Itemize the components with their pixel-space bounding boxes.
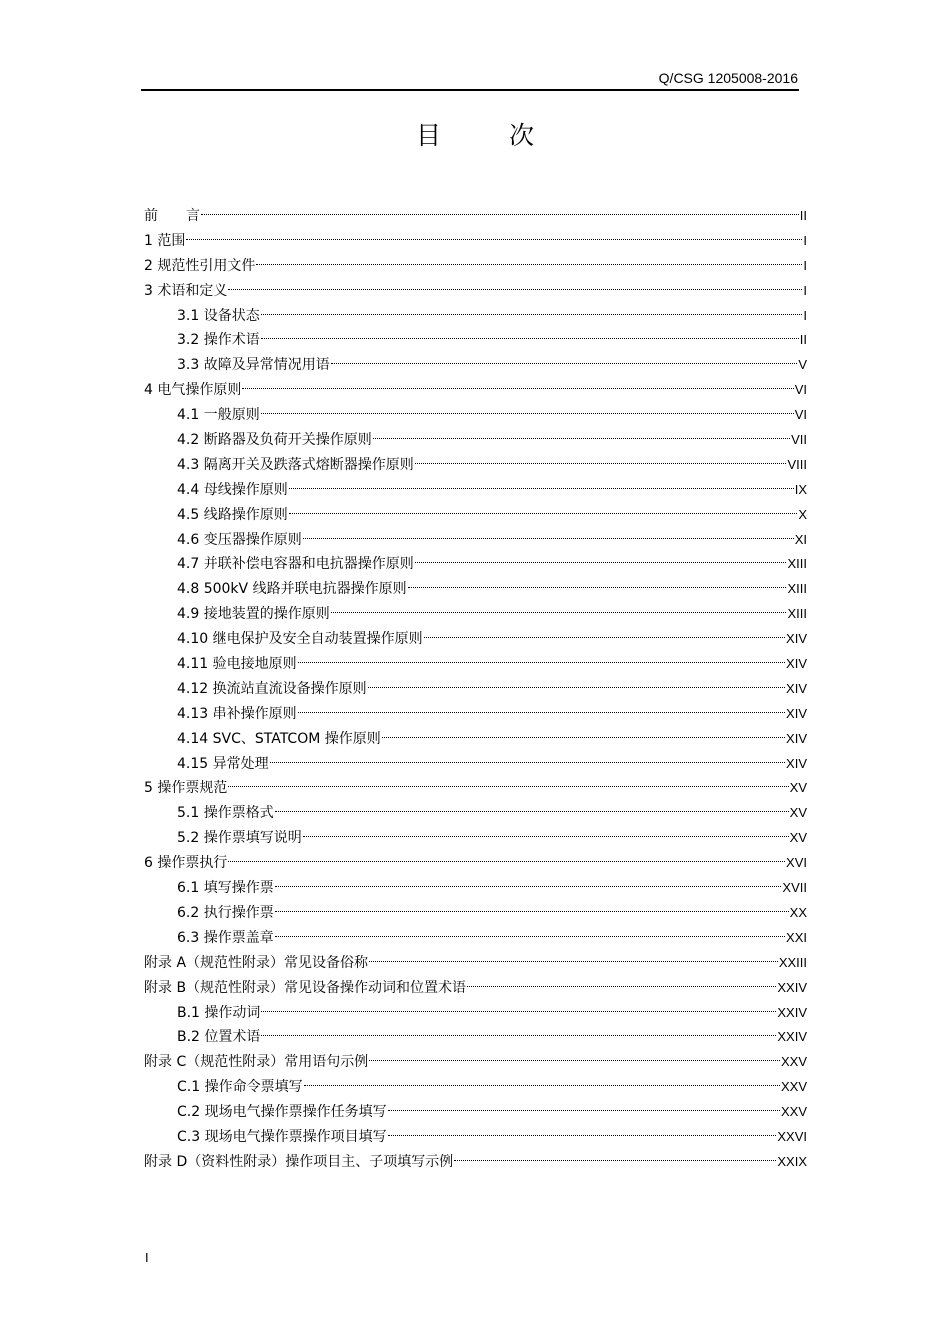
toc-dot-leader [408, 587, 787, 588]
toc-entry-label: 4.7 并联补偿电容器和电抗器操作原则 [177, 556, 414, 573]
toc-entry-label: 4.2 断路器及负荷开关操作原则 [177, 432, 372, 449]
toc-dot-leader [228, 289, 802, 290]
document-code: Q/CSG 1205008-2016 [658, 70, 798, 86]
toc-entry-page: XIV [786, 656, 807, 672]
toc-entry-page: XXIX [777, 1153, 807, 1169]
toc-dot-leader [261, 314, 803, 315]
toc-entry-page: VII [791, 432, 807, 448]
toc-entry[interactable] [144, 976, 807, 1001]
toc-entry-page: VI [794, 407, 807, 423]
toc-entry[interactable] [144, 901, 807, 926]
toc-dot-leader [415, 562, 787, 563]
toc-dot-leader [289, 513, 798, 514]
toc-dot-leader [275, 886, 782, 887]
toc-entry-page: V [798, 357, 807, 373]
toc-entry-label: 附录 B（规范性附录）常见设备操作动词和位置术语 [144, 979, 467, 996]
toc-entry-label: 3.3 故障及异常情况用语 [177, 357, 330, 374]
toc-dot-leader [388, 1110, 780, 1111]
toc-entry[interactable] [144, 752, 807, 777]
toc-entry-page: XV [789, 830, 807, 846]
toc-entry-page: VI [794, 382, 807, 398]
toc-entry[interactable] [144, 304, 807, 329]
toc-entry-page: XXV [780, 1079, 807, 1095]
toc-entry-label: 附录 D（资料性附录）操作项目主、子项填写示例 [144, 1153, 454, 1170]
toc-entry-page: IX [794, 481, 807, 497]
toc-entry-label: 5.1 操作票格式 [177, 805, 274, 822]
toc-entry-page: XV [789, 805, 807, 821]
toc-entry[interactable] [144, 328, 807, 353]
toc-entry[interactable] [144, 677, 807, 702]
toc-entry[interactable] [144, 602, 807, 627]
toc-dot-leader [369, 1060, 780, 1061]
toc-entry[interactable] [144, 951, 807, 976]
toc-entry-label: 附录 A（规范性附录）常见设备俗称 [144, 954, 369, 971]
toc-entry-label: 3 术语和定义 [144, 282, 228, 299]
toc-entry-page: XVII [782, 880, 807, 896]
toc-entry-page: XXI [786, 929, 807, 945]
toc-entry-page: XVI [786, 855, 807, 871]
toc-entry[interactable] [144, 478, 807, 503]
toc-entry-page: II [799, 208, 807, 223]
toc-entry[interactable] [144, 378, 807, 403]
toc-entry-page: VIII [787, 456, 807, 472]
toc-entry[interactable] [144, 652, 807, 677]
toc-entry-page: XXIV [777, 1004, 807, 1020]
toc-entry-page: XIII [787, 556, 807, 572]
toc-entry-page: XIV [786, 705, 807, 721]
toc-entry-page: I [803, 257, 807, 273]
toc-entry-page: XXIV [777, 1029, 807, 1045]
toc-entry-page: XXVI [777, 1128, 807, 1144]
toc-entry-label: C.3 现场电气操作票操作项目填写 [177, 1128, 387, 1145]
toc-entry[interactable] [144, 453, 807, 478]
toc-entry[interactable] [144, 428, 807, 453]
toc-entry-label: 3.2 操作术语 [177, 332, 260, 349]
toc-entry-label: 4.13 串补操作原则 [177, 705, 297, 722]
toc-dot-leader [304, 1085, 780, 1086]
toc-dot-leader [382, 737, 785, 738]
toc-entry-label: C.1 操作命令票填写 [177, 1079, 303, 1096]
toc-entry-label: 4.4 母线操作原则 [177, 481, 288, 498]
toc-entry-label: 4.11 验电接地原则 [177, 656, 297, 673]
toc-entry[interactable] [144, 801, 807, 826]
toc-entry-label: 4.9 接地装置的操作原则 [177, 606, 330, 623]
toc-entry-page: XIV [786, 755, 807, 771]
toc-entry-label: 附录 C（规范性附录）常用语句示例 [144, 1054, 369, 1071]
toc-entry-page: XXIII [778, 954, 807, 970]
toc-entry[interactable] [144, 702, 807, 727]
toc-dot-leader [270, 762, 785, 763]
toc-entry-label: 4.1 一般原则 [177, 407, 260, 424]
toc-entry-label: 6.1 填写操作票 [177, 880, 274, 897]
toc-entry[interactable] [144, 1150, 807, 1175]
toc-dot-leader [242, 388, 793, 389]
footer-page-number: I [145, 1250, 149, 1265]
toc-dot-leader [415, 463, 787, 464]
toc-dot-leader [228, 786, 788, 787]
toc-dot-leader [331, 363, 798, 364]
toc-entry[interactable] [144, 851, 807, 876]
toc-entry[interactable] [144, 727, 807, 752]
toc-entry-page: XXV [780, 1104, 807, 1120]
toc-entry-label: 6 操作票执行 [144, 855, 228, 872]
toc-entry[interactable] [144, 229, 807, 254]
toc-entry-label: B.2 位置术语 [177, 1029, 261, 1046]
toc-entry-label: C.2 现场电气操作票操作任务填写 [177, 1104, 387, 1121]
toc-entry-page: XIII [787, 581, 807, 597]
toc-dot-leader [331, 612, 787, 613]
toc-entry-label: B.1 操作动词 [177, 1004, 261, 1021]
toc-dot-leader [201, 214, 799, 215]
toc-dot-leader [368, 687, 785, 688]
toc-dot-leader [467, 986, 776, 987]
toc-entry[interactable] [144, 577, 807, 602]
toc-entry[interactable] [144, 403, 807, 428]
toc-entry-label: 4.12 换流站直流设备操作原则 [177, 680, 367, 697]
toc-entry[interactable] [144, 353, 807, 378]
toc-entry-page: I [803, 232, 807, 248]
toc-entry-page: XIII [787, 606, 807, 622]
toc-entry-page: XX [789, 904, 807, 920]
toc-dot-leader [261, 1011, 776, 1012]
toc-entry-label: 前 言 [144, 208, 200, 224]
toc-entry[interactable] [144, 528, 807, 553]
toc-entry-label: 4.14 SVC、STATCOM 操作原则 [177, 730, 381, 747]
toc-dot-leader [424, 637, 785, 638]
toc-entry-label: 5.2 操作票填写说明 [177, 830, 302, 847]
toc-entry-page: XIV [786, 631, 807, 647]
page-title [0, 116, 950, 152]
toc-entry[interactable] [144, 1001, 807, 1026]
toc-entry[interactable] [144, 627, 807, 652]
toc-entry-label: 2 规范性引用文件 [144, 257, 256, 274]
toc-entry[interactable] [144, 776, 807, 801]
toc-entry-label: 4.6 变压器操作原则 [177, 531, 302, 548]
toc-entry-page: II [799, 332, 807, 348]
toc-entry-page: XIV [786, 730, 807, 746]
toc-dot-leader [256, 264, 802, 265]
title-char-1: 目 [416, 121, 442, 150]
toc-entry-label: 4 电气操作原则 [144, 382, 242, 399]
toc-entry-label: 6.2 执行操作票 [177, 904, 274, 921]
toc-entry-label: 1 范围 [144, 232, 186, 249]
toc-entry-page: XV [789, 780, 807, 796]
toc-dot-leader [228, 861, 785, 862]
toc-entry[interactable] [144, 204, 807, 229]
toc-entry[interactable] [144, 1075, 807, 1100]
toc-dot-leader [388, 1135, 777, 1136]
toc-entry-label: 4.5 线路操作原则 [177, 506, 288, 523]
toc-dot-leader [298, 712, 785, 713]
toc-entry[interactable] [144, 254, 807, 279]
toc-dot-leader [186, 239, 802, 240]
toc-entry[interactable] [144, 503, 807, 528]
toc-entry[interactable] [144, 1025, 807, 1050]
toc-entry-label: 4.15 异常处理 [177, 755, 269, 772]
toc-dot-leader [369, 961, 778, 962]
toc-dot-leader [373, 438, 790, 439]
toc-entry[interactable] [144, 1125, 807, 1150]
toc-dot-leader [275, 911, 789, 912]
toc-entry[interactable] [144, 1050, 807, 1075]
toc-entry[interactable] [144, 876, 807, 901]
toc-dot-leader [275, 811, 789, 812]
toc-dot-leader [289, 488, 794, 489]
header-rule [141, 89, 799, 91]
toc-entry-label: 6.3 操作票盖章 [177, 929, 274, 946]
toc-dot-leader [303, 538, 794, 539]
toc-entry[interactable] [144, 552, 807, 577]
toc-dot-leader [261, 338, 799, 339]
toc-dot-leader [298, 662, 785, 663]
toc-entry-page: XXV [780, 1054, 807, 1070]
toc-dot-leader [261, 413, 794, 414]
toc-entry[interactable] [144, 279, 807, 304]
toc-entry-page: XXIV [777, 979, 807, 995]
toc-dot-leader [303, 836, 789, 837]
toc-entry-page: I [803, 282, 807, 298]
toc-entry-page: XIV [786, 680, 807, 696]
toc-entry-label: 5 操作票规范 [144, 780, 228, 797]
toc-entry-label: 3.1 设备状态 [177, 307, 260, 324]
toc-entry-page: X [798, 506, 807, 522]
toc-dot-leader [261, 1035, 776, 1036]
table-of-contents [144, 204, 807, 1175]
toc-entry[interactable] [144, 926, 807, 951]
toc-dot-leader [275, 936, 785, 937]
toc-entry-page: XI [794, 531, 807, 547]
toc-dot-leader [454, 1160, 776, 1161]
toc-entry-label: 4.3 隔离开关及跌落式熔断器操作原则 [177, 456, 414, 473]
toc-entry[interactable] [144, 826, 807, 851]
title-char-2: 次 [508, 121, 534, 150]
toc-entry-label: 4.8 500kV 线路并联电抗器操作原则 [177, 581, 407, 598]
toc-entry-label: 4.10 继电保护及安全自动装置操作原则 [177, 631, 423, 648]
toc-entry[interactable] [144, 1100, 807, 1125]
toc-entry-page: I [803, 307, 807, 323]
